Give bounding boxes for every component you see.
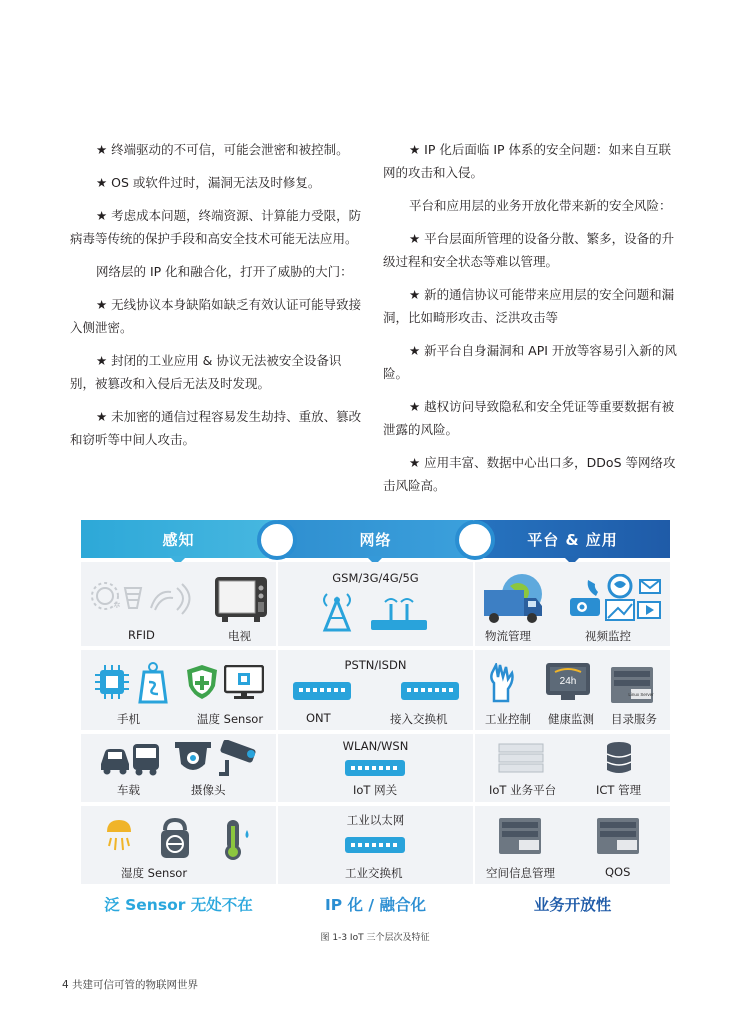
label-temp-sensor: 温度 Sensor (197, 712, 264, 726)
label-humidity-sensor: 湿度 Sensor (121, 866, 188, 880)
paragraph: ★ 平台层面所管理的设备分散、繁多，设备的升级过程和安全状态等难以管理。 (383, 231, 675, 269)
monitor-icon (224, 665, 264, 701)
badge-24h: 24h (559, 676, 577, 687)
label-ict-management: ICT 管理 (596, 783, 642, 797)
title-mobile-network: GSM/3G/4G/5G (332, 571, 419, 585)
paragraph: ★ 新的通信协议可能带来应用层的安全问题和漏洞，比如畸形攻击、泛洪攻击等 (383, 287, 675, 325)
paragraph: ★ 封闭的工业应用 & 协议无法被安全设备识别，被篡改和入侵后无法及时发现。 (70, 353, 342, 391)
rfid-icon (87, 578, 197, 618)
paragraph: ★ 新平台自身漏洞和 API 开放等容易引入新的风险。 (383, 343, 677, 381)
spatial-server-icon (497, 814, 543, 856)
header-perception: 感知 (81, 520, 276, 558)
paragraph: ★ 无线协议本身缺陷如缺乏有效认证可能导致接入侧泄密。 (70, 297, 362, 335)
page-footer: 4 共建可信可管的物联网世界 (62, 979, 199, 991)
label-ont: ONT (306, 711, 331, 725)
label-qos: QOS (605, 865, 631, 879)
footer-ip: IP 化 / 融合化 (325, 896, 426, 914)
health-monitor-icon (545, 662, 591, 702)
humidity-sensor-icon (103, 816, 253, 862)
label-industrial-switch: 工业交换机 (345, 866, 403, 880)
title-industrial-ethernet: 工业以太网 (346, 813, 405, 827)
tv-icon (214, 576, 268, 624)
paragraph: ★ 未加密的通信过程容易发生劫持、重放、篡改和窃听等中间人攻击。 (70, 409, 362, 447)
temperature-sensor-icon (138, 662, 168, 704)
paragraph: ★ 越权访问导致隐私和安全凭证等重要数据有被泄露的风险。 (383, 399, 675, 437)
network-device-icon (291, 680, 461, 706)
right-text-column (383, 138, 679, 507)
label-directory-service: 目录服务 (611, 712, 657, 726)
server-icon (609, 663, 655, 705)
antenna-icon (319, 592, 429, 632)
iot-layers-figure (81, 520, 670, 918)
paragraph: ★ 考虑成本问题，终端资源、计算能力受限，防病毒等传统的保护手段和高安全技术可能无法应用。 (70, 208, 362, 246)
title-fixed-network: PSTN/ISDN (344, 658, 407, 672)
left-text-column (70, 138, 366, 461)
label-phone: 手机 (117, 712, 140, 726)
label-tv: 电视 (228, 629, 251, 643)
label-logistics: 物流管理 (485, 629, 531, 643)
paragraph: 网络层的 IP 化和融合化，打开了威胁的大门： (96, 264, 353, 279)
label-health-monitoring: 健康监测 (548, 712, 594, 726)
truck-icon (482, 572, 546, 626)
chip-icon (95, 665, 129, 699)
footer-business: 业务开放性 (533, 896, 612, 914)
paragraph: 平台和应用层的业务开放化带来新的安全风险： (409, 198, 672, 213)
svg-text:✲: ✲ (113, 601, 121, 611)
title-wlan: WLAN/WSN (342, 739, 409, 753)
vehicle-icon (99, 742, 161, 776)
industrial-control-icon (486, 663, 516, 703)
label-video-monitoring: 视频监控 (585, 629, 631, 643)
label-rfid: RFID (128, 628, 155, 642)
label-camera: 摄像头 (191, 783, 226, 797)
figure-caption: 图 1-3 IoT 三个层次及特征 (320, 933, 430, 943)
industrial-switch-icon (343, 835, 407, 855)
gateway-icon (343, 758, 407, 778)
iot-platform-rack-icon (497, 742, 545, 776)
video-surveillance-icon (568, 574, 663, 624)
paragraph: ★ IP 化后面临 IP 体系的安全问题：如来自互联网的攻击和入侵。 (383, 142, 672, 180)
paragraph: ★ OS 或软件过时，漏洞无法及时修复。 (96, 175, 321, 190)
label-spatial-info: 空间信息管理 (486, 866, 555, 880)
header-circle (455, 520, 495, 560)
label-iot-platform: IoT 业务平台 (489, 783, 557, 797)
header-network: 网络 (278, 520, 473, 558)
label-industrial-control: 工业控制 (485, 712, 531, 726)
label-iot-gateway: IoT 网关 (353, 783, 398, 797)
database-icon (605, 740, 633, 776)
header-circle (257, 520, 297, 560)
label-access-switch: 接入交换机 (390, 712, 448, 726)
header-platform-app: 平台 & 应用 (475, 520, 670, 558)
server-tag: Linux Server (628, 692, 654, 697)
shield-icon (185, 664, 219, 700)
paragraph: ★ 应用丰富、数据中心出口多，DDoS 等网络攻击风险高。 (383, 455, 676, 493)
label-vehicle: 车载 (117, 783, 140, 797)
camera-icon (175, 740, 263, 780)
qos-server-icon (595, 814, 641, 856)
footer-sensor: 泛 Sensor 无处不在 (104, 896, 253, 914)
paragraph: ★ 终端驱动的不可信，可能会泄密和被控制。 (96, 142, 349, 157)
